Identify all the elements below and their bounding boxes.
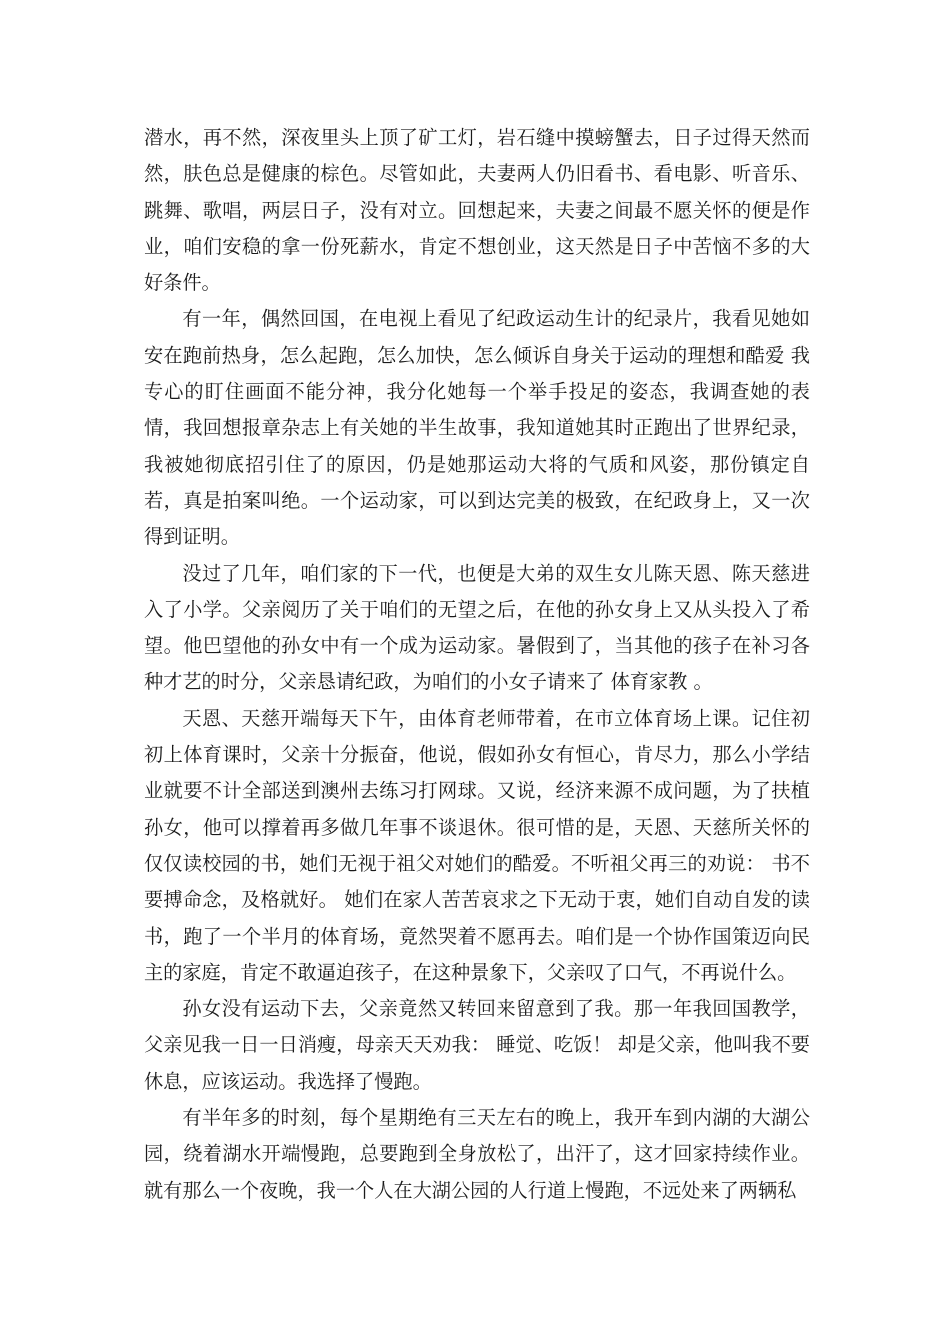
paragraph-5: 孙女没有运动下去，父亲竟然又转回来留意到了我。那一年我回国教学，父亲见我一日一日消瘦，母亲天天劝我： 睡觉、吃饭！ 却是父亲，他叫我不要休息，应该运动。我选择了慢跑。 xyxy=(144,997,810,1093)
paragraph-4: 天恩、天慈开端每天下午，由体育老师带着，在市立体育场上课。记住初初上体育课时，父亲十分振奋，他说，假如孙女有恒心，肯尽力，那么小学结业就要不计全部送到澳州去练习打网球。又说，经济来源不成问题，为了扶植孙女，他可以撑着再多做几年事不谈退休。很可惜的是，天恩、天慈所关怀的仅仅读校园的书，她们无视于祖父对她们的酷爱。不听祖父再三的劝说： 书不要搏命念，及格就好。 她们在家人苦苦哀求之下无动于衷，她们自动自发的读书，跑了一个半月的体育场，竟然哭着不愿再去。咱们是一个协作国策迈向民主的家庭，肯定不敢逼迫孩子，在这种景象下，父亲叹了口气，不再说什么。 xyxy=(144,706,810,984)
document-body xyxy=(144,120,810,1209)
paragraph-3: 没过了几年，咱们家的下一代，也便是大弟的双生女儿陈天恩、陈天慈进入了小学。父亲阅历了关于咱们的无望之后，在他的孙女身上又从头投入了希望。他巴望他的孙女中有一个成为运动家。暑假到了，当其他的孩子在补习各种才艺的时分，父亲恳请纪政，为咱们的小女子请来了 体育家教 。 xyxy=(144,561,810,694)
paragraph-2: 有一年，偶然回国，在电视上看见了纪政运动生计的纪录片，我看见她如安在跑前热身，怎么起跑，怎么加快，怎么倾诉自身关于运动的理想和酷爱 我专心的盯住画面不能分神，我分化她每一个举手投足的姿态，我调查她的表情，我回想报章杂志上有关她的半生故事，我知道她其时正跑出了世界纪录，我被她彻底招引住了的原因，仍是她那运动大将的气质和风姿，那份镇定自若，真是拍案叫绝。一个运动家，可以到达完美的极致，在纪政身上，又一次得到证明。 xyxy=(144,307,810,549)
paragraph-1: 潜水，再不然，深夜里头上顶了矿工灯，岩石缝中摸螃蟹去，日子过得天然而然，肤色总是健康的棕色。尽管如此，夫妻两人仍旧看书、看电影、听音乐、跳舞、歌唱，两层日子，没有对立。回想起来，夫妻之间最不愿关怀的便是作业，咱们安稳的拿一份死薪水，肯定不想创业，这天然是日子中苦恼不多的大好条件。 xyxy=(144,126,810,295)
paragraph-6: 有半年多的时刻，每个星期绝有三天左右的晚上，我开车到内湖的大湖公园，绕着湖水开端慢跑，总要跑到全身放松了，出汗了，这才回家持续作业。就有那么一个夜晚，我一个人在大湖公园的人行道上慢跑，不远处来了两辆私 xyxy=(144,1106,810,1202)
